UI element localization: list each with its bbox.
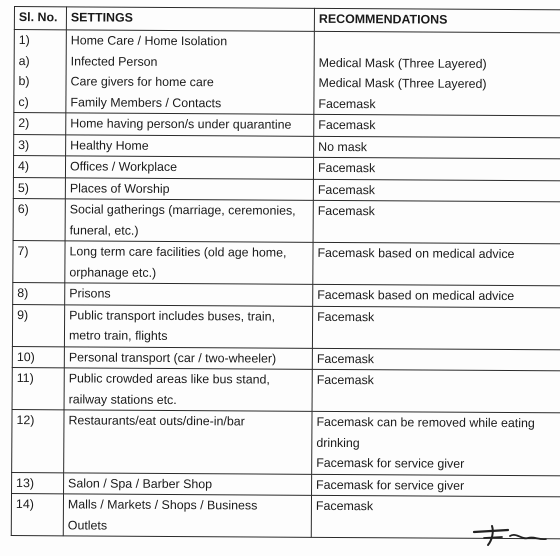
serial-number: 1) <box>18 33 30 48</box>
setting-text: Public crowded areas like bus stand, <box>68 371 270 387</box>
setting-text: Restaurants/eat outs/dine-in/bar <box>64 410 312 474</box>
table-row <box>13 240 560 285</box>
table-row <box>14 134 560 159</box>
recommendation-text: Medical Mask (Three Layered) <box>318 75 487 91</box>
setting-text: Offices / Workplace <box>65 156 313 179</box>
serial-number: b) <box>18 74 30 89</box>
serial-number: 11) <box>12 367 64 409</box>
setting-cell <box>64 368 312 412</box>
serial-number: 14) <box>11 493 63 535</box>
table-row <box>14 113 560 138</box>
header-serial-number: Sl. No. <box>14 7 66 30</box>
setting-text: Infected Person <box>70 53 158 69</box>
setting-text: Home having person/s under quarantine <box>66 113 314 136</box>
recommendation-text: drinking <box>316 435 360 450</box>
setting-text: funeral, etc.) <box>69 222 139 238</box>
header-settings: SETTINGS <box>66 7 314 32</box>
table-row <box>13 177 560 202</box>
setting-text: Care givers for home care <box>70 74 214 90</box>
recommendation-text: Facemask for service giver <box>316 455 465 471</box>
table-row <box>14 30 560 116</box>
serial-number: c) <box>18 94 29 109</box>
recommendation-text: Facemask <box>314 114 560 137</box>
setting-text: Salon / Spa / Barber Shop <box>64 472 312 495</box>
setting-text: Prisons <box>65 283 313 306</box>
setting-cell <box>64 304 312 348</box>
recommendation-cell <box>312 411 560 475</box>
handwritten-signature <box>470 518 550 548</box>
recommendation-text: Facemask <box>313 179 560 202</box>
recommendation-text: Facemask can be removed while eating <box>316 414 535 431</box>
setting-text: orphanage etc.) <box>69 264 157 280</box>
recommendation-text: Facemask based on medical advice <box>313 284 560 307</box>
setting-cell <box>63 494 311 538</box>
setting-text: railway stations etc. <box>68 391 177 407</box>
table-row <box>12 304 560 349</box>
setting-text: Places of Worship <box>65 177 313 200</box>
recommendation-cell <box>314 31 560 116</box>
recommendation-text: No mask <box>314 136 560 159</box>
serial-number-cell <box>14 30 67 113</box>
recommendation-text: Facemask for service giver <box>312 474 560 497</box>
setting-text: Personal transport (car / two-wheeler) <box>64 346 312 369</box>
recommendation-text: Medical Mask (Three Layered) <box>318 55 487 71</box>
table-row <box>13 198 560 243</box>
setting-text: Malls / Markets / Shops / Business <box>67 497 258 513</box>
serial-number: a) <box>18 53 30 68</box>
recommendation-text: Facemask <box>311 495 560 539</box>
serial-number: 12) <box>12 409 64 472</box>
table-row <box>12 367 560 412</box>
setting-cell <box>65 241 313 285</box>
recommendation-text: Facemask <box>312 306 560 350</box>
serial-number: 8) <box>13 282 65 304</box>
recommendation-text: Facemask <box>312 348 560 371</box>
setting-text: Healthy Home <box>66 134 314 157</box>
serial-number: 5) <box>13 177 65 199</box>
header-row <box>14 7 560 33</box>
table-row <box>13 282 560 307</box>
setting-text: Public transport includes buses, train, <box>69 307 276 324</box>
table-body <box>11 30 560 539</box>
setting-text: Home Care / Home Isolation <box>70 33 228 49</box>
recommendation-text: Facemask <box>312 369 560 413</box>
serial-number: 3) <box>14 134 66 156</box>
table-row <box>12 409 560 475</box>
serial-number: 13) <box>12 472 64 494</box>
recommendation-text: Facemask based on medical advice <box>313 242 560 286</box>
setting-cell <box>66 30 315 115</box>
setting-text: Outlets <box>67 517 108 533</box>
setting-text: Family Members / Contacts <box>70 94 222 110</box>
table-row <box>12 472 560 497</box>
recommendation-text: Facemask <box>313 200 560 244</box>
serial-number: 6) <box>13 198 65 240</box>
recommendation-text <box>319 32 560 54</box>
serial-number: 2) <box>14 113 66 135</box>
setting-text: metro train, flights <box>68 328 168 343</box>
setting-text: Long term care facilities (old age home, <box>69 244 287 260</box>
serial-number: 7) <box>13 240 65 282</box>
recommendation-text: Facemask <box>313 157 560 180</box>
header-recommendations: RECOMMENDATIONS <box>314 8 560 33</box>
mask-recommendations-table <box>11 6 560 539</box>
setting-text: Social gatherings (marriage, ceremonies, <box>69 202 296 218</box>
recommendation-text: Facemask <box>318 96 376 111</box>
table-row <box>12 346 560 371</box>
serial-number: 4) <box>13 156 65 178</box>
table-row <box>13 156 560 181</box>
serial-number: 10) <box>12 346 64 368</box>
setting-cell <box>65 199 313 243</box>
serial-number: 9) <box>12 304 64 346</box>
